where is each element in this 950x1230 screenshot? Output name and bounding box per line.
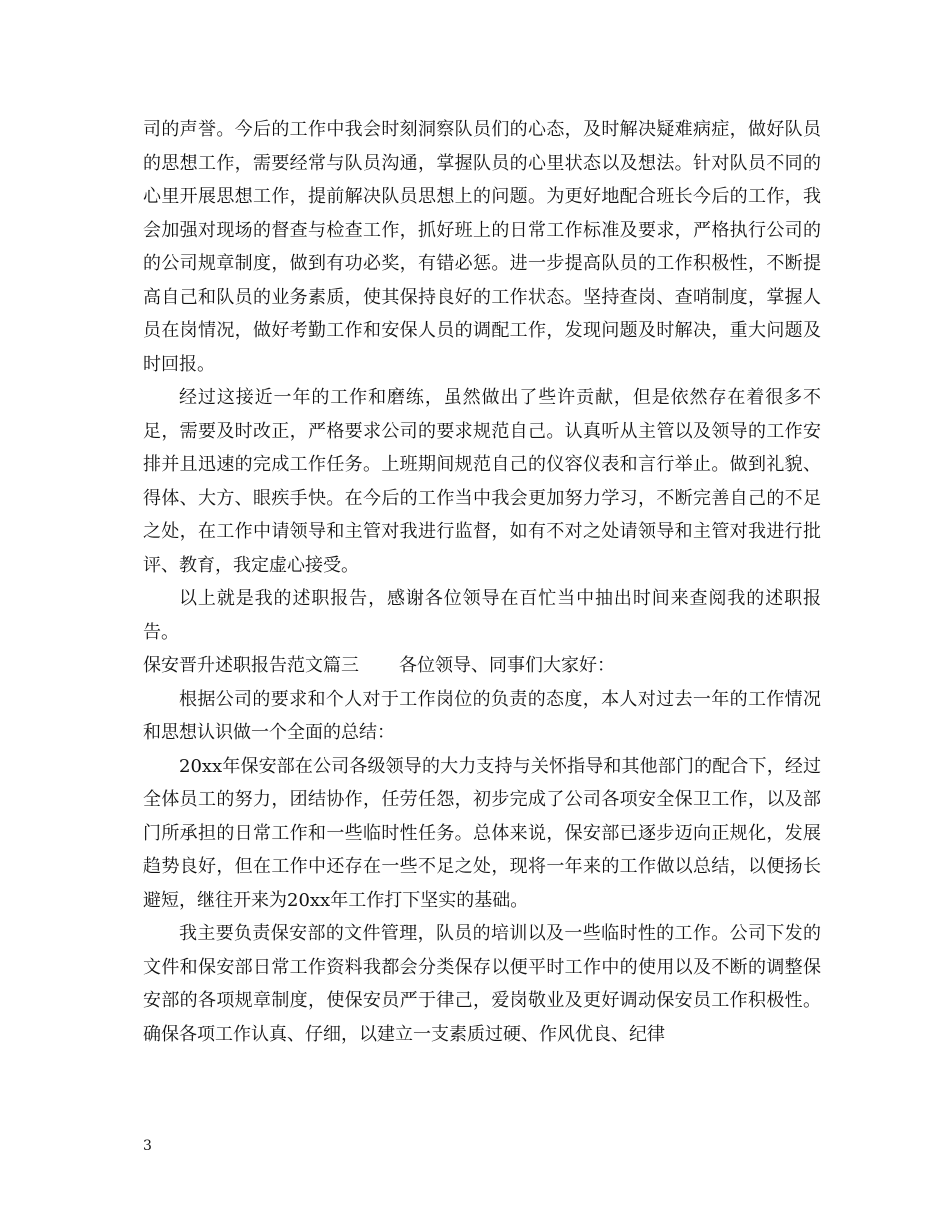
paragraph-intro: 根据公司的要求和个人对于工作岗位的负责的态度，本人对过去一年的工作情况和思想认识做一个全面的总结： [143, 688, 821, 743]
paragraph-year-summary: 20xx年保安部在公司各级领导的大力支持与关怀指导和其他部门的配合下，经过全体员工的努力，团结协作，任劳任怨，初步完成了公司各项安全保卫工作，以及部门所承担的日常工作和一些临时性任务。总体来说，保安部已逐步迈向正规化，发展趋势良好，但在工作中还存在一些不足之处，现将一年来的工作做以总结，以便扬长避短，继往开来为20xx年工作打下坚实的基础。 [143, 755, 821, 911]
paragraph-continued: 司的声誉。今后的工作中我会时刻洞察队员们的心态，及时解决疑难病症，做好队员的思想工作，需要经常与队员沟通，掌握队员的心里状态以及想法。针对队员不同的心里开展思想工作，提前解决队员思想上的问题。为更好地配合班长今后的工作，我会加强对现场的督查与检查工作，抓好班上的日常工作标准及要求，严格执行公司的的公司规章制度，做到有功必奖，有错必惩。进一步提高队员的工作积极性，不断提高自己和队员的业务素质，使其保持良好的工作状态。坚持查岗、查哨制度，掌握人员在岗情况，做好考勤工作和安保人员的调配工作，发现问题及时解决，重大问题及时回报。 [143, 119, 821, 375]
paragraph-self-assessment: 经过这接近一年的工作和磨练，虽然做出了些许贡献，但是依然存在着很多不足，需要及时改正，严格要求公司的要求规范自己。认真听从主管以及领导的工作安排并且迅速的完成工作任务。上班期间规范自己的仪容仪表和言行举止。做到礼貌、得体、大方、眼疾手快。在今后的工作当中我会更加努力学习，不断完善自己的不足之处，在工作中请领导和主管对我进行监督，如有不对之处请领导和主管对我进行批评、教育，我定虚心接受。 [143, 387, 821, 576]
paragraph-responsibilities: 我主要负责保安部的文件管理，队员的培训以及一些临时性的工作。公司下发的文件和保安部日常工作资料我都会分类保存以便平时工作中的使用以及不断的调整保安部的各项规章制度，使保安员严于律己，爱岗敬业及更好调动保安员工作积极性。确保各项工作认真、仔细，以建立一支素质过硬、作风优良、纪律 [143, 923, 821, 1045]
section-heading-line [143, 649, 821, 683]
section-greeting: 各位领导、同事们大家好： [399, 655, 615, 676]
section-title: 保安晋升述职报告范文篇三 [143, 655, 359, 676]
paragraph-closing: 以上就是我的述职报告，感谢各位领导在百忙当中抽出时间来查阅我的述职报告。 [143, 588, 821, 643]
document-body [143, 113, 821, 1051]
page-number: 3 [143, 1138, 152, 1154]
